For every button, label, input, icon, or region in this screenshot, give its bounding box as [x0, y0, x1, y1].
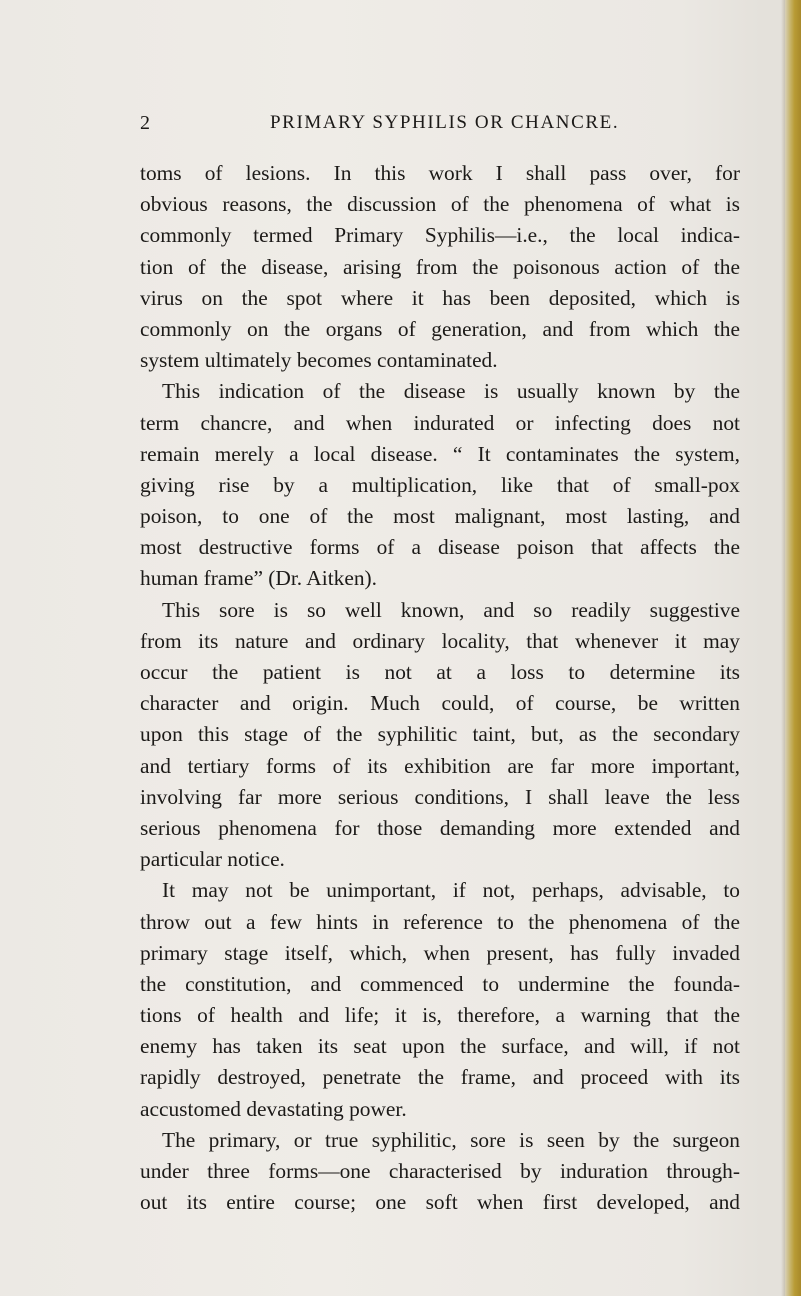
text-line: commonly termed Primary Syphilis—i.e., the local indica- — [140, 223, 740, 248]
text-line: remain merely a local disease. “ It contaminates the system, — [140, 441, 740, 466]
text-line: accustomed devastating power. — [140, 1096, 407, 1121]
text-line: under three forms—one characterised by induration through- — [140, 1159, 740, 1183]
text-line: involving far more serious conditions, I shall leave the less — [140, 784, 740, 809]
text-line: enemy has taken its seat upon the surface, and will, if not — [140, 1034, 740, 1059]
text-line: most destructive forms of a disease poison that affects the — [140, 535, 740, 560]
page-number: 2 — [140, 112, 151, 134]
page-header — [140, 112, 745, 142]
text-line: serious phenomena for those demanding more extended and — [140, 815, 740, 840]
text-line: giving rise by a multiplication, like that of small-pox — [140, 472, 740, 497]
text-line: particular notice. — [140, 847, 285, 872]
text-line: upon this stage of the syphilitic taint, but, as the secondary — [140, 722, 740, 747]
text-line: This indication of the disease is usually known by the — [162, 379, 740, 404]
text-line: character and origin. Much could, of course, be written — [140, 691, 740, 716]
text-line: term chancre, and when indurated or infecting does not — [140, 410, 740, 435]
text-line: and tertiary forms of its exhibition are far more important, — [140, 753, 740, 778]
text-line: rapidly destroyed, penetrate the frame, and proceed with its — [140, 1065, 740, 1090]
text-line: tion of the disease, arising from the poisonous action of the — [140, 254, 740, 279]
text-line: virus on the spot where it has been deposited, which is — [140, 285, 740, 310]
text-line: This sore is so well known, and so readily suggestive — [162, 597, 740, 622]
text-line: out its entire course; one soft when first developed, and — [140, 1190, 740, 1215]
text-line: throw out a few hints in reference to the phenomena of the — [140, 909, 740, 934]
text-line: system ultimately becomes contaminated. — [140, 348, 498, 373]
text-line: tions of health and life; it is, therefore, a warning that the — [140, 1003, 740, 1028]
text-line: human frame” (Dr. Aitken). — [140, 566, 377, 591]
text-line: occur the patient is not at a loss to determine its — [140, 660, 740, 684]
text-line: poison, to one of the most malignant, most lasting, and — [140, 504, 740, 529]
text-line: The primary, or true syphilitic, sore is seen by the surgeon — [162, 1127, 740, 1152]
book-binding-edge — [785, 0, 801, 1296]
text-line: primary stage itself, which, when present, has fully invaded — [140, 940, 740, 965]
text-line: obvious reasons, the discussion of the phenomena of what is — [140, 192, 740, 217]
text-line: from its nature and ordinary locality, that whenever it may — [140, 628, 740, 653]
text-line: the constitution, and commenced to undermine the founda- — [140, 971, 740, 996]
text-line: commonly on the organs of generation, and from which the — [140, 316, 740, 341]
text-line: toms of lesions. In this work I shall pass over, for — [140, 161, 740, 185]
text-line: It may not be unimportant, if not, perhaps, advisable, to — [162, 878, 740, 903]
body-text — [140, 158, 740, 1218]
running-head: PRIMARY SYPHILIS OR CHANCRE. — [270, 112, 620, 133]
